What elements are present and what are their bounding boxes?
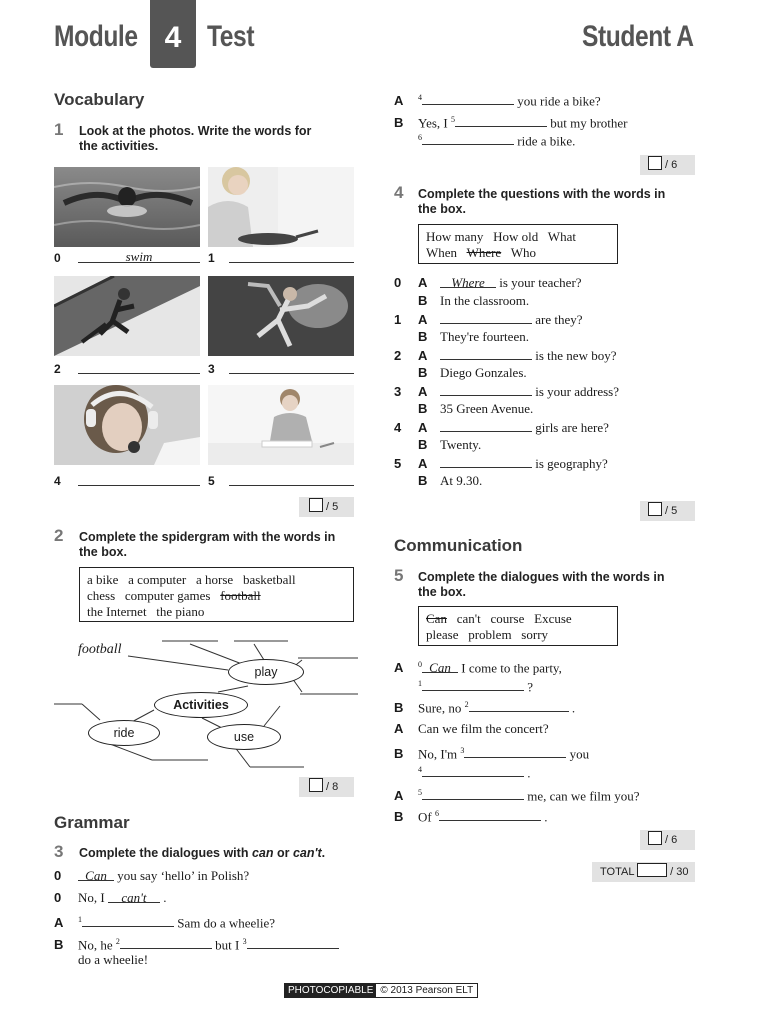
question-row: [394, 383, 714, 401]
question-number: 3: [394, 384, 402, 399]
footer: [284, 983, 478, 998]
score-input[interactable]: [648, 831, 662, 845]
score-input[interactable]: [309, 778, 323, 792]
photo-swimmer: [54, 167, 200, 247]
answer-line-4[interactable]: [78, 471, 200, 486]
photo-label: 5: [208, 474, 215, 488]
exercise-number: 1: [54, 120, 64, 139]
dialogue-line: A Can we film the concert?: [394, 721, 549, 736]
exercise-instruction: Complete the questions with the words in the box.: [418, 187, 666, 216]
reply-row: [394, 401, 714, 419]
exercise-instruction: Complete the dialogues with the words in the box.: [418, 570, 665, 599]
spidergram-node-ride: ride: [88, 720, 160, 746]
question-number: 4: [394, 420, 402, 435]
dialogue-line: A $^1$ Sam do a wheelie?: [54, 915, 276, 931]
dialogue-line: B No, he $^2$ but I $^3$: [54, 934, 339, 953]
speaker-label: A: [418, 456, 428, 471]
photo-cooking: [208, 167, 354, 247]
exercise-number: 3: [54, 842, 64, 861]
answer-blank[interactable]: [82, 914, 174, 927]
speaker-label: A: [418, 312, 428, 327]
reply-text: 35 Green Avenue.: [440, 401, 534, 416]
question-list: [394, 275, 714, 491]
answer-blank[interactable]: [464, 745, 566, 758]
word-box: a bike a computer a horse basketball chess computer games football the Internet the piano: [79, 567, 354, 622]
answer-blank[interactable]: [422, 92, 514, 105]
reply-row: [394, 329, 714, 347]
reply-text: In the classroom.: [440, 293, 530, 308]
dialogue-line: A $^5$ me, can we film you?: [394, 788, 640, 804]
answer-line-3[interactable]: [229, 359, 354, 374]
score-box: / 5: [640, 501, 695, 521]
section-title-grammar: Grammar: [54, 813, 130, 832]
section-title-communication: Communication: [394, 536, 523, 555]
exercise-instruction: Look at the photos. Write the words for the activities.: [79, 124, 312, 153]
score-input[interactable]: [648, 502, 662, 516]
question-text: girls are here?: [535, 420, 609, 435]
answer-blank[interactable]: [440, 311, 532, 324]
dialogue-line: $^6$ ride a bike.: [418, 133, 576, 149]
answer-blank[interactable]: [120, 936, 212, 949]
question-row: [394, 419, 714, 437]
dialogue-line: 0 Can you say ‘hello’ in Polish?: [54, 868, 250, 883]
speaker-label: B: [418, 329, 428, 344]
spidergram-node-play: play: [228, 659, 304, 685]
question-text: is the new boy?: [535, 348, 617, 363]
question-text: is your address?: [535, 384, 620, 399]
photo-label: 2: [54, 362, 61, 376]
score-box: / 5: [299, 497, 354, 517]
exercise-instruction: Complete the spidergram with the words in the box.: [79, 530, 336, 559]
answer-blank[interactable]: [440, 419, 532, 432]
answer-line-5[interactable]: [229, 471, 354, 486]
dialogue-line: 0 No, I can't .: [54, 890, 167, 905]
question-number: 1: [394, 312, 402, 327]
speaker-label: B: [418, 437, 428, 452]
answer-blank[interactable]: [247, 936, 339, 949]
answer-blank[interactable]: [422, 764, 524, 777]
test-word: Test: [207, 20, 255, 53]
answer-line-0: [78, 248, 200, 263]
section-title-vocabulary: Vocabulary: [54, 90, 145, 109]
reply-text: Twenty.: [440, 437, 482, 452]
answer-blank: Where: [440, 275, 496, 288]
word-box: Can can't course Excuse please problem sorry: [418, 606, 618, 646]
speaker-label: B: [418, 293, 428, 308]
photo-label: 1: [208, 251, 215, 265]
score-input[interactable]: [648, 156, 662, 170]
spidergram-node-use: use: [207, 724, 281, 750]
speaker-label: B: [418, 473, 428, 488]
speaker-label: A: [418, 348, 428, 363]
photocopiable-badge: PHOTOCOPIABLE: [285, 984, 376, 997]
answer-blank[interactable]: [440, 455, 532, 468]
question-text: are they?: [535, 312, 583, 327]
score-box: / 6: [640, 155, 695, 175]
dialogue-line: B No, I'm $^3$ you: [394, 746, 590, 762]
total-score-input[interactable]: [637, 863, 667, 877]
module-number-tab: 4: [150, 0, 196, 68]
copyright-text: © 2013 Pearson ELT: [380, 985, 474, 996]
reply-row: [394, 365, 714, 383]
module-word: Module: [54, 20, 138, 53]
reply-row: [394, 473, 714, 491]
score-input[interactable]: [309, 498, 323, 512]
dialogue-line: B Sure, no $^2$ .: [394, 700, 576, 716]
reply-row: [394, 293, 714, 311]
example-answer: swim: [125, 249, 153, 264]
answer-blank[interactable]: [422, 787, 524, 800]
speaker-label: A: [418, 275, 428, 290]
exercise-number: 2: [54, 526, 64, 545]
speaker-label: B: [418, 401, 428, 416]
photo-label: 3: [208, 362, 215, 376]
reply-text: They're fourteen.: [440, 329, 529, 344]
question-number: 5: [394, 456, 402, 471]
question-number: 2: [394, 348, 402, 363]
answer-blank[interactable]: [440, 383, 532, 396]
photo-singer: [54, 385, 200, 465]
dialogue-line: do a wheelie!: [78, 952, 149, 967]
answer-blank[interactable]: [455, 114, 547, 127]
exercise-number: 5: [394, 566, 404, 585]
question-text: is geography?: [535, 456, 608, 471]
answer-blank[interactable]: [422, 132, 514, 145]
photo-dancer: [208, 276, 354, 356]
reply-text: At 9.30.: [440, 473, 483, 488]
answer-blank[interactable]: [440, 347, 532, 360]
answer-blank[interactable]: [469, 699, 569, 712]
spidergram-example: football: [78, 642, 122, 657]
speaker-label: A: [418, 420, 428, 435]
dialogue-line: B Of $^6$ .: [394, 809, 548, 825]
question-row: [394, 455, 714, 473]
score-box: / 6: [640, 830, 695, 850]
question-row: [394, 275, 714, 293]
question-row: [394, 347, 714, 365]
photo-drawing: [208, 385, 354, 465]
answer-blank[interactable]: [422, 678, 524, 691]
total-score-box: TOTAL / 30: [592, 862, 695, 882]
photo-skateboarder: [54, 276, 200, 356]
photo-label: 4: [54, 474, 61, 488]
question-text: is your teacher?: [499, 275, 582, 290]
answer-line-2[interactable]: [78, 359, 200, 374]
reply-text: Diego Gonzales.: [440, 365, 527, 380]
answer-blank[interactable]: [439, 808, 541, 821]
speaker-label: B: [418, 365, 428, 380]
dialogue-line: A $^0$ Can I come to the party,: [394, 660, 562, 676]
reply-row: [394, 437, 714, 455]
student-label: Student A: [582, 20, 694, 53]
question-number: 0: [394, 275, 402, 290]
question-row: [394, 311, 714, 329]
answer-line-1[interactable]: [229, 248, 354, 263]
photo-label: 0: [54, 251, 61, 265]
exercise-number: 4: [394, 183, 404, 202]
dialogue-line: A $^4$ you ride a bike?: [394, 93, 601, 109]
word-box: How many How old What When Where Who: [418, 224, 618, 264]
exercise-instruction: Complete the dialogues with can or can't.: [79, 846, 326, 860]
dialogue-line: B Yes, I $^5$ but my brother: [394, 115, 628, 131]
score-box: / 8: [299, 777, 354, 797]
spidergram-center: Activities: [154, 692, 248, 718]
speaker-label: A: [418, 384, 428, 399]
dialogue-line: $^4$ .: [418, 765, 531, 781]
dialogue-line: $^1$ ?: [418, 679, 534, 695]
